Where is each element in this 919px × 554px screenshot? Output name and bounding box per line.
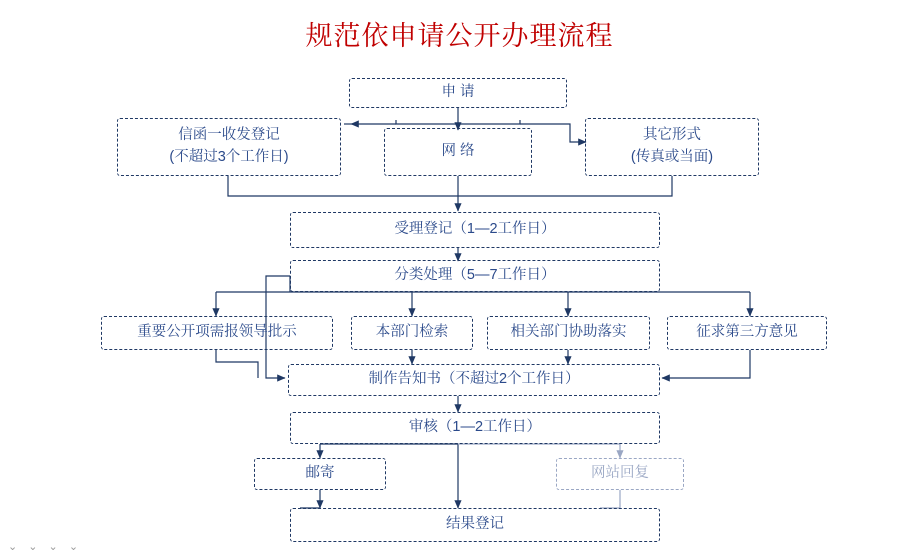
node-classification[interactable] — [290, 260, 660, 292]
node-other-forms[interactable] — [585, 118, 759, 176]
node-interdepartment-cooperation-label: 相关部门协助落实 — [510, 324, 627, 341]
node-other-forms-sublabel: (传真或当面) — [630, 149, 714, 165]
node-apply[interactable] — [349, 78, 567, 108]
node-third-party-opinion[interactable] — [667, 316, 827, 350]
page-title: 规范依申请公开办理流程 — [305, 21, 614, 51]
node-classification-label: 分类处理（5—7工作日） — [394, 267, 556, 284]
node-result-registration[interactable] — [290, 508, 660, 542]
node-acceptance-registration[interactable] — [290, 212, 660, 248]
node-department-search-label: 本部门检索 — [375, 324, 449, 341]
node-website-reply[interactable] — [556, 458, 684, 490]
node-produce-notice-label: 制作告知书（不超过2个工作日） — [368, 371, 580, 388]
node-important-items-approval-label: 重要公开项需报领导批示 — [137, 324, 297, 341]
node-review-label: 审核（1—2工作日） — [408, 419, 542, 436]
node-mail-label: 邮寄 — [305, 465, 335, 482]
node-mail[interactable] — [254, 458, 386, 490]
node-letter-registration-sublabel: (不超过3个工作日) — [169, 149, 289, 165]
node-network[interactable] — [384, 128, 532, 176]
node-letter-registration[interactable] — [117, 118, 341, 176]
node-interdepartment-cooperation[interactable] — [487, 316, 650, 350]
node-result-registration-label: 结果登记 — [446, 516, 504, 533]
node-other-forms-label: 其它形式 — [643, 127, 701, 144]
node-website-reply-label: 网站回复 — [591, 465, 649, 482]
node-network-label: 网 络 — [441, 143, 475, 160]
node-department-search[interactable] — [351, 316, 473, 350]
node-third-party-opinion-label: 征求第三方意见 — [696, 324, 798, 341]
node-apply-label: 申 请 — [441, 84, 475, 101]
node-produce-notice[interactable] — [288, 364, 660, 396]
node-review[interactable] — [290, 412, 660, 444]
taskbar-icons[interactable]: ⌄ ⌄ ⌄ ⌄ — [8, 541, 83, 553]
node-acceptance-registration-label: 受理登记（1—2工作日） — [394, 221, 556, 238]
node-important-items-approval[interactable] — [101, 316, 333, 350]
node-letter-registration-label: 信函一收发登记 — [178, 127, 280, 144]
